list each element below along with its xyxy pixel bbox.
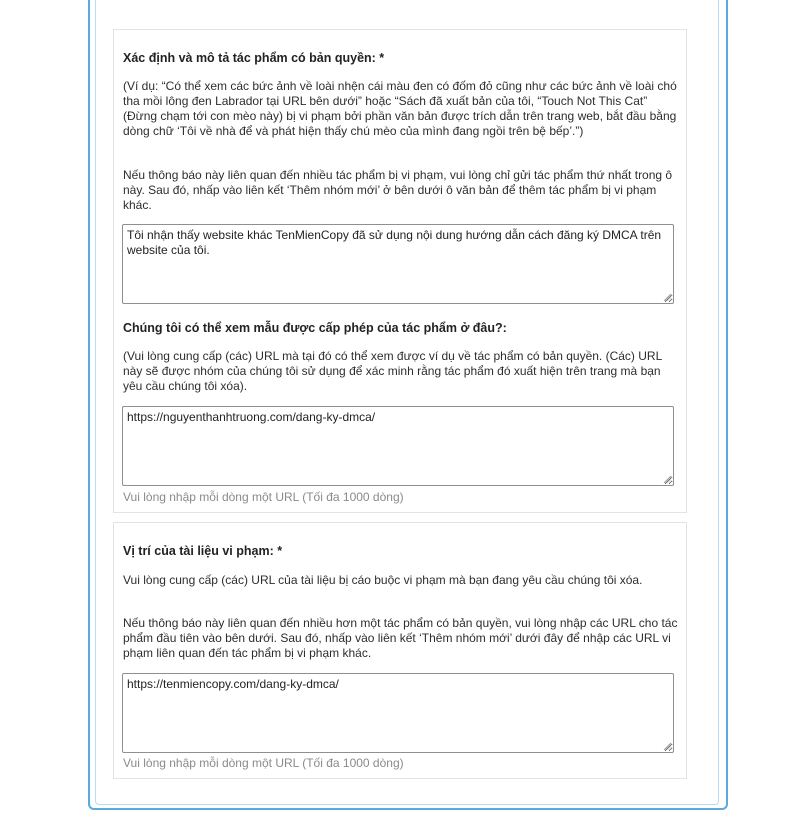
resize-grip-icon[interactable]: [663, 475, 671, 483]
resize-grip-icon[interactable]: [663, 742, 671, 750]
infringing-url-hint: Vui lòng nhập mỗi dòng một URL (Tối đa 1000 dòng): [123, 756, 404, 770]
infringing-location-label: Vị trí của tài liệu vi phạm: *: [123, 544, 283, 558]
copyrighted-work-panel: [113, 29, 687, 513]
copyrighted-work-label: Xác định và mô tả tác phẩm có bản quyền: *: [123, 51, 385, 65]
infringing-multi-note: Nếu thông báo này liên quan đến nhiều hơn một tác phẩm có bản quyền, vui lòng nhập các URL cho tác phẩm đầu tiên vào bên dưới. Sau đó, nhấp vào liên kết ‘Thêm nhóm mới’ dưới đây để nhập các URL vi phạm liên quan đến tác phẩm bị vi phạm khác.: [123, 616, 678, 660]
licensed-sample-url-textarea[interactable]: [122, 406, 674, 486]
infringing-url-textarea[interactable]: [122, 673, 674, 753]
licensed-sample-url-value: https://nguyenthanhtruong.com/dang-ky-dmca/: [127, 410, 376, 424]
copyrighted-work-multi-note: Nếu thông báo này liên quan đến nhiều tác phẩm bị vi phạm, vui lòng chỉ gửi tác phẩm thứ nhất trong ô này. Sau đó, nhấp vào liên kết ‘Thêm nhóm mới’ ở bên dưới ô văn bản để thêm tác phẩm bị vi phạm khác.: [123, 168, 673, 212]
licensed-sample-help: (Vui lòng cung cấp (các) URL mà tại đó có thể xem được ví dụ về tác phẩm có bản quyền. (Các) URL này sẽ được nhóm của chúng tôi sử dụng để xác minh rằng tác phẩm đó xuất hiện trên trang mà bạn yêu cầu chúng tôi xóa).: [123, 349, 662, 393]
copyrighted-work-textarea-value: Tôi nhận thấy website khác TenMienCopy đã sử dụng nội dung hướng dẫn cách đăng ký DMCA trên website của tôi.: [127, 228, 662, 257]
infringing-url-value: https://tenmiencopy.com/dang-ky-dmca/: [127, 677, 339, 691]
resize-grip-icon[interactable]: [663, 293, 671, 301]
licensed-sample-label: Chúng tôi có thể xem mẫu được cấp phép của tác phẩm ở đâu?:: [123, 321, 507, 335]
copyrighted-work-example: (Ví dụ: “Có thể xem các bức ảnh về loài nhện cái màu đen có đốm đỏ cũng như các bức ảnh về loài chó tha mồi lông đen Labrador tại URL bên dưới” hoặc “Sách đã xuất bản của tôi, “Touch Not This Cat” (Đừng chạm tới con mèo này) bị vi phạm bởi phần văn bản được trích dẫn trên trang web, bắt đầu bằng dòng chữ ‘Tôi về nhà để và phát hiện thấy chú mèo của mình đang ngồi trên bệ bếp’.”): [123, 79, 677, 138]
copyrighted-work-textarea[interactable]: [122, 224, 674, 304]
infringing-material-panel: [113, 522, 687, 779]
licensed-sample-hint: Vui lòng nhập mỗi dòng một URL (Tối đa 1000 dòng): [123, 490, 404, 504]
infringing-location-help: Vui lòng cung cấp (các) URL của tài liệu bị cáo buộc vi phạm mà bạn đang yêu cầu chúng tôi xóa.: [123, 573, 643, 587]
